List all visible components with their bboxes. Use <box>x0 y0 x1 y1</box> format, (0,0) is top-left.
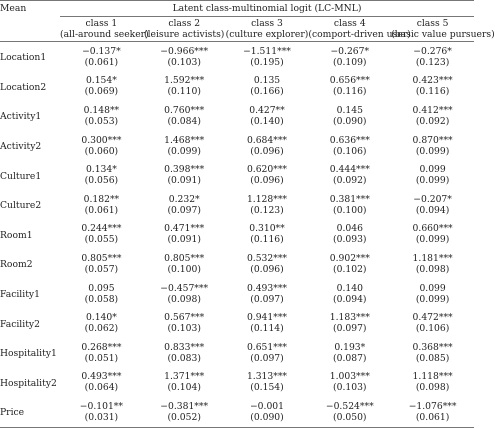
standard-error: (0.106) <box>333 145 367 157</box>
coefficient: 0.493*** <box>81 371 122 383</box>
table-cell <box>226 160 309 190</box>
table-cell <box>308 220 391 250</box>
coefficient: 0.567*** <box>164 312 205 324</box>
table-cell <box>226 338 309 368</box>
standard-error: (0.100) <box>333 204 367 216</box>
standard-error: (0.102) <box>333 263 367 275</box>
row-label: Room2 <box>0 259 33 271</box>
coefficient: 0.140* <box>85 312 117 324</box>
row-label: Facility2 <box>0 318 40 330</box>
standard-error: (0.098) <box>167 293 201 305</box>
group-header: Latent class-multinomial logit (LC-MNL) <box>60 1 474 17</box>
standard-error: (0.116) <box>415 86 450 98</box>
coefficient: 0.232* <box>168 193 200 205</box>
standard-error: (0.062) <box>84 323 119 335</box>
coefficient: 0.760*** <box>164 104 205 116</box>
coefficient: 0.941*** <box>246 312 288 324</box>
coefficient: 0.532*** <box>246 252 288 264</box>
coefficient: 0.412*** <box>412 104 453 116</box>
coefficient: 1.118*** <box>412 371 453 383</box>
coefficient: −1.511*** <box>243 45 291 57</box>
table-cell <box>391 131 474 161</box>
table-row <box>0 190 474 220</box>
standard-error: (0.091) <box>167 234 201 246</box>
standard-error: (0.061) <box>84 204 119 216</box>
table-cell <box>391 160 474 190</box>
coefficient: −0.001 <box>249 400 284 412</box>
row-label: Activity1 <box>0 111 42 123</box>
coefficient: 0.833*** <box>164 341 205 353</box>
standard-error: (0.061) <box>84 56 119 68</box>
row-label: Activity2 <box>0 141 42 153</box>
coefficient: 1.468*** <box>164 134 205 146</box>
table-row <box>0 101 474 131</box>
coefficient: 1.181*** <box>412 252 453 264</box>
row-header: Mean <box>0 2 27 14</box>
coefficient: −0.207* <box>413 193 452 205</box>
coefficient: 0.651*** <box>246 341 288 353</box>
coefficient: 0.182** <box>83 193 120 205</box>
standard-error: (0.099) <box>415 175 450 187</box>
table-row <box>0 249 474 279</box>
standard-error: (0.055) <box>84 234 119 246</box>
standard-error: (0.056) <box>84 175 119 187</box>
standard-error: (0.103) <box>167 56 201 68</box>
standard-error: (0.106) <box>415 323 450 335</box>
coefficient: 0.493*** <box>246 282 288 294</box>
table-cell <box>226 249 309 279</box>
standard-error: (0.090) <box>250 411 284 423</box>
table-body <box>0 42 474 428</box>
coefficient: 0.660*** <box>412 223 453 235</box>
standard-error: (0.116) <box>333 86 367 98</box>
column-desc: (comport-driven user) <box>308 29 411 40</box>
table-cell <box>60 190 143 220</box>
table-cell <box>308 279 391 309</box>
row-label: Hospitality1 <box>0 348 57 360</box>
standard-error: (0.058) <box>84 293 119 305</box>
column-name: class 5 <box>416 18 449 29</box>
table-cell <box>143 249 226 279</box>
standard-error: (0.094) <box>333 293 367 305</box>
coefficient: 0.427** <box>249 104 285 116</box>
table-cell <box>60 338 143 368</box>
standard-error: (0.069) <box>84 86 119 98</box>
coefficient: 0.145 <box>336 104 363 116</box>
standard-error: (0.114) <box>250 323 284 335</box>
standard-error: (0.099) <box>167 145 201 157</box>
column-name: class 2 <box>168 18 201 29</box>
coefficient: 0.193* <box>334 341 366 353</box>
standard-error: (0.097) <box>250 352 284 364</box>
standard-error: (0.085) <box>415 352 450 364</box>
coefficient: 0.472*** <box>412 312 453 324</box>
coefficient: 1.371*** <box>164 371 205 383</box>
column-header <box>143 17 226 42</box>
standard-error: (0.195) <box>250 56 284 68</box>
standard-error: (0.103) <box>333 382 367 394</box>
table-cell <box>143 190 226 220</box>
coefficient: 0.046 <box>336 223 363 235</box>
table-cell <box>308 160 391 190</box>
coefficient: 0.656*** <box>329 75 370 87</box>
coefficient: 0.636*** <box>329 134 370 146</box>
row-label: Price <box>0 407 25 419</box>
standard-error: (0.100) <box>167 263 201 275</box>
table-cell <box>391 101 474 131</box>
coefficient: 1.313*** <box>246 371 288 383</box>
standard-error: (0.057) <box>84 263 119 275</box>
table-row <box>0 220 474 250</box>
standard-error: (0.099) <box>415 293 450 305</box>
table-cell <box>60 220 143 250</box>
coefficient: −0.381*** <box>160 400 209 412</box>
coefficient: 0.423*** <box>412 75 453 87</box>
coefficient: 0.148** <box>83 104 120 116</box>
coefficient: 0.870*** <box>412 134 453 146</box>
standard-error: (0.096) <box>250 145 284 157</box>
table-cell <box>143 368 226 398</box>
coefficient: −0.137* <box>82 45 121 57</box>
standard-error: (0.097) <box>250 293 284 305</box>
coefficient: −0.524*** <box>325 400 374 412</box>
standard-error: (0.116) <box>250 234 284 246</box>
column-header <box>60 17 149 42</box>
coefficient: 0.444*** <box>329 164 370 176</box>
table-cell <box>226 131 309 161</box>
table-cell <box>60 308 143 338</box>
standard-error: (0.099) <box>415 234 450 246</box>
column-name: class 1 <box>85 18 118 29</box>
column-desc: (culture explorer) <box>225 29 309 40</box>
table-cell <box>391 279 474 309</box>
coefficient: 0.368*** <box>412 341 453 353</box>
table-cell <box>226 190 309 220</box>
table-cell <box>391 249 474 279</box>
coefficient: 0.140 <box>336 282 363 294</box>
table-cell <box>143 279 226 309</box>
coefficient: 0.244*** <box>81 223 122 235</box>
table-cell <box>226 279 309 309</box>
table-row <box>0 368 474 398</box>
table-cell <box>60 72 143 102</box>
coefficient: 0.805*** <box>81 252 122 264</box>
column-header <box>308 17 411 42</box>
coefficient: 0.095 <box>88 282 115 294</box>
table-cell <box>143 42 226 72</box>
standard-error: (0.092) <box>415 115 450 127</box>
table-cell <box>308 338 391 368</box>
table-cell <box>391 220 474 250</box>
standard-error: (0.098) <box>415 382 450 394</box>
standard-error: (0.096) <box>250 175 284 187</box>
coefficient: 1.592*** <box>164 75 205 87</box>
coefficient: 1.003*** <box>329 371 370 383</box>
table-cell <box>60 160 143 190</box>
column-desc: (all-around seeker) <box>60 29 149 40</box>
coefficient: 0.300*** <box>81 134 122 146</box>
coefficient: 0.805*** <box>164 252 205 264</box>
row-label: Culture2 <box>0 200 42 212</box>
standard-error: (0.087) <box>333 352 367 364</box>
table-cell <box>391 338 474 368</box>
coefficient: 0.099 <box>419 282 446 294</box>
standard-error: (0.123) <box>250 204 284 216</box>
standard-error: (0.051) <box>84 352 119 364</box>
coefficient: 0.135 <box>253 75 281 87</box>
table-cell <box>391 308 474 338</box>
coefficient: 0.268*** <box>81 341 122 353</box>
coefficient: −0.276* <box>413 45 452 57</box>
column-desc: (basic value pursuers) <box>391 29 495 40</box>
table-cell <box>308 101 391 131</box>
table-row <box>0 160 474 190</box>
table-cell <box>308 42 391 72</box>
table-row <box>0 308 474 338</box>
standard-error: (0.097) <box>167 204 201 216</box>
column-header <box>226 17 309 42</box>
standard-error: (0.097) <box>333 323 367 335</box>
coefficient: 0.684*** <box>246 134 288 146</box>
coefficient: 1.183*** <box>329 312 370 324</box>
table-cell <box>143 220 226 250</box>
standard-error: (0.031) <box>84 411 119 423</box>
column-name: class 3 <box>251 18 283 29</box>
table-cell <box>308 131 391 161</box>
row-label: Room1 <box>0 229 33 241</box>
standard-error: (0.110) <box>167 86 201 98</box>
table-row <box>0 72 474 102</box>
coefficient: −0.457*** <box>160 282 209 294</box>
table-cell <box>60 368 143 398</box>
table-header <box>0 1 495 42</box>
row-label: Location2 <box>0 81 47 93</box>
standard-error: (0.094) <box>415 204 450 216</box>
standard-error: (0.140) <box>250 115 284 127</box>
table-cell <box>143 72 226 102</box>
coefficient: 0.154* <box>85 75 117 87</box>
standard-error: (0.061) <box>415 411 450 423</box>
standard-error: (0.109) <box>333 56 367 68</box>
table-cell <box>60 42 143 72</box>
standard-error: (0.052) <box>167 411 201 423</box>
table-row <box>0 42 474 72</box>
table-cell <box>143 338 226 368</box>
table-cell <box>308 190 391 220</box>
standard-error: (0.104) <box>167 382 201 394</box>
table-cell <box>60 131 143 161</box>
coefficient: 0.381*** <box>329 193 370 205</box>
table-cell <box>391 190 474 220</box>
standard-error: (0.092) <box>333 175 367 187</box>
standard-error: (0.103) <box>167 323 201 335</box>
table-cell <box>226 368 309 398</box>
table-row <box>0 397 474 427</box>
table-cell <box>226 220 309 250</box>
coefficient: −0.966*** <box>160 45 209 57</box>
table-cell <box>308 72 391 102</box>
table-cell <box>226 101 309 131</box>
row-label: Culture1 <box>0 170 42 182</box>
standard-error: (0.083) <box>167 352 201 364</box>
table-cell <box>60 249 143 279</box>
table-cell <box>226 72 309 102</box>
table-cell <box>60 101 143 131</box>
coefficient: 0.398*** <box>164 164 205 176</box>
table-cell <box>391 368 474 398</box>
standard-error: (0.064) <box>84 382 119 394</box>
table-cell <box>308 249 391 279</box>
standard-error: (0.050) <box>333 411 367 423</box>
table-row <box>0 338 474 368</box>
coefficient: 0.310** <box>249 223 285 235</box>
table-row <box>0 279 474 309</box>
table-cell <box>308 397 391 427</box>
standard-error: (0.098) <box>415 263 450 275</box>
table-cell <box>143 101 226 131</box>
standard-error: (0.123) <box>415 56 450 68</box>
standard-error: (0.166) <box>250 86 284 98</box>
row-label: Location1 <box>0 52 47 64</box>
coefficient: 0.134* <box>85 164 117 176</box>
table-cell <box>391 397 474 427</box>
coefficient: 0.620*** <box>246 164 288 176</box>
coefficient: 0.471*** <box>164 223 205 235</box>
standard-error: (0.154) <box>250 382 284 394</box>
coefficient: 1.128*** <box>246 193 288 205</box>
column-desc: (leisure activists) <box>144 29 225 40</box>
coefficient: −0.267* <box>330 45 370 57</box>
table-cell <box>391 42 474 72</box>
coefficient: −0.101** <box>79 400 123 412</box>
row-label: Facility1 <box>0 289 40 301</box>
table-cell <box>143 308 226 338</box>
standard-error: (0.090) <box>333 115 367 127</box>
table-cell <box>143 131 226 161</box>
table-cell <box>226 397 309 427</box>
table-cell <box>60 397 143 427</box>
table-cell <box>391 72 474 102</box>
column-header <box>391 17 495 42</box>
column-name: class 4 <box>333 18 366 29</box>
table-cell <box>143 160 226 190</box>
table-cell <box>226 42 309 72</box>
table-cell <box>308 368 391 398</box>
coefficient: 0.099 <box>419 164 446 176</box>
table-row <box>0 131 474 161</box>
table-cell <box>143 397 226 427</box>
row-label: Hospitality2 <box>0 377 57 389</box>
standard-error: (0.060) <box>84 145 119 157</box>
standard-error: (0.053) <box>84 115 119 127</box>
table-cell <box>60 279 143 309</box>
table-cell <box>226 308 309 338</box>
coefficient: −1.076*** <box>408 400 457 412</box>
standard-error: (0.096) <box>250 263 284 275</box>
standard-error: (0.099) <box>415 145 450 157</box>
standard-error: (0.091) <box>167 175 201 187</box>
standard-error: (0.093) <box>333 234 367 246</box>
coefficient: 0.902*** <box>329 252 370 264</box>
standard-error: (0.084) <box>167 115 201 127</box>
table-cell <box>308 308 391 338</box>
